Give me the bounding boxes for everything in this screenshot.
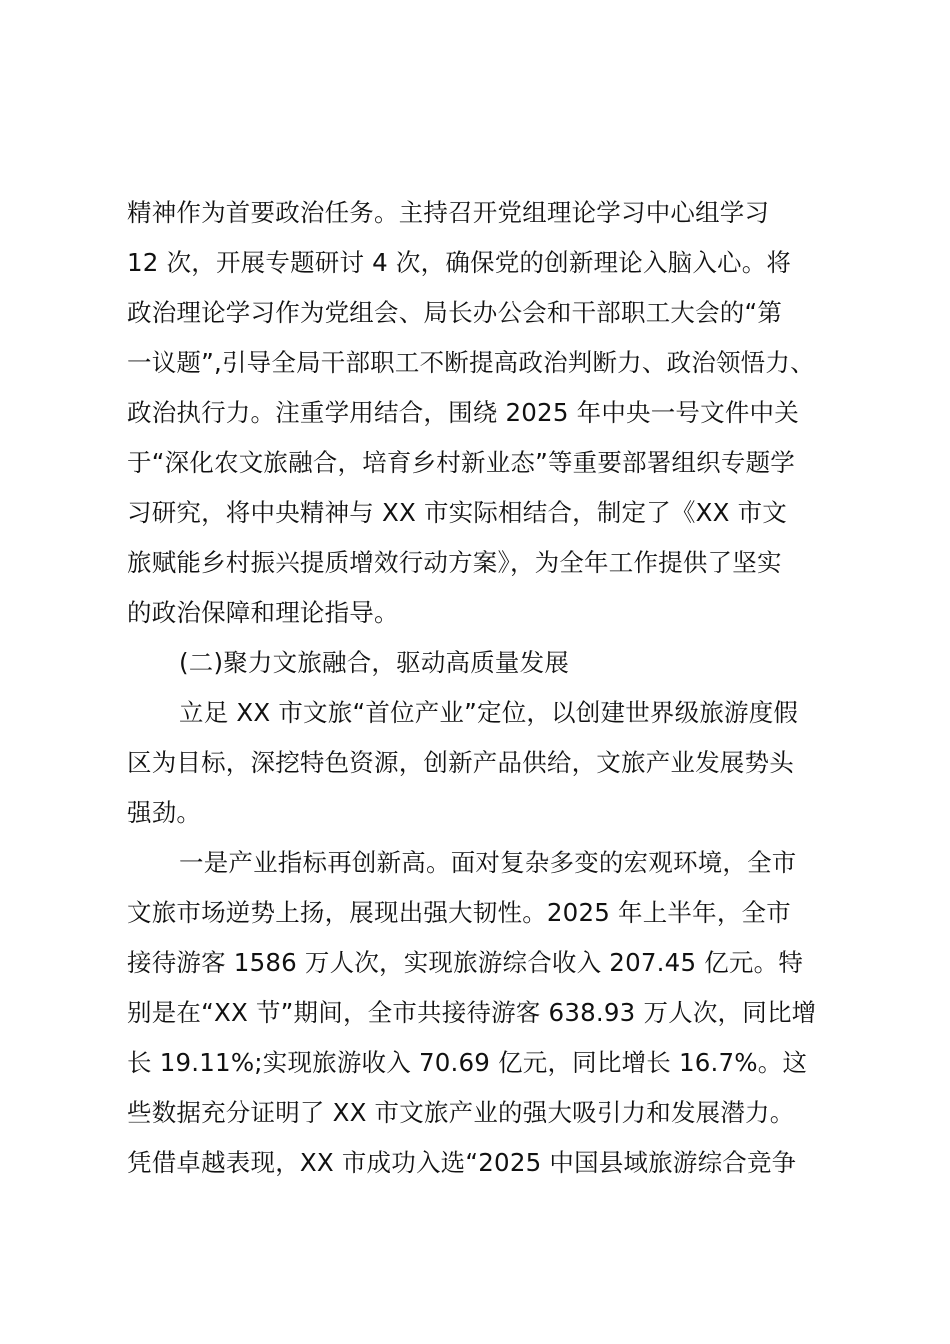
text-line: 接待游客 1586 万人次，实现旅游综合收入 207.45 亿元。特 (127, 948, 804, 977)
text-line: 一是产业指标再创新高。面对复杂多变的宏观环境，全市 (179, 848, 797, 877)
text-line: 一议题”,引导全局干部职工不断提高政治判断力、政治领悟力、 (127, 348, 815, 377)
text-line: 别是在“XX 节”期间，全市共接待游客 638.93 万人次，同比增 (127, 998, 817, 1027)
text-line: 文旅市场逆势上扬，展现出强大韧性。2025 年上半年，全市 (127, 898, 791, 927)
text-line: 旅赋能乡村振兴提质增效行动方案》，为全年工作提供了坚实 (127, 548, 782, 577)
text-line: 立足 XX 市文旅“首位产业”定位，以创建世界级旅游度假 (179, 698, 799, 727)
text-line: 政治理论学习作为党组会、局长办公会和干部职工大会的“第 (127, 298, 783, 327)
text-line: 些数据充分证明了 XX 市文旅产业的强大吸引力和发展潜力。 (127, 1098, 795, 1127)
section-heading: (二)聚力文旅融合，驱动高质量发展 (179, 648, 570, 677)
text-line: 于“深化农文旅融合，培育乡村新业态”等重要部署组织专题学 (127, 448, 795, 477)
text-line: 凭借卓越表现，XX 市成功入选“2025 中国县域旅游综合竞争 (127, 1148, 797, 1177)
text-line: 习研究，将中央精神与 XX 市实际相结合，制定了《XX 市文 (127, 498, 787, 527)
text-line: 精神作为首要政治任务。主持召开党组理论学习中心组学习 (127, 198, 770, 227)
text-line: 12 次，开展专题研讨 4 次，确保党的创新理论入脑入心。将 (127, 248, 792, 277)
text-line: 强劲。 (127, 798, 202, 827)
text-line: 长 19.11%;实现旅游收入 70.69 亿元，同比增长 16.7%。这 (127, 1048, 808, 1077)
text-line: 的政治保障和理论指导。 (127, 598, 399, 627)
text-line: 区为目标，深挖特色资源，创新产品供给，文旅产业发展势头 (127, 748, 794, 777)
text-line: 政治执行力。注重学用结合，围绕 2025 年中央一号文件中关 (127, 398, 799, 427)
